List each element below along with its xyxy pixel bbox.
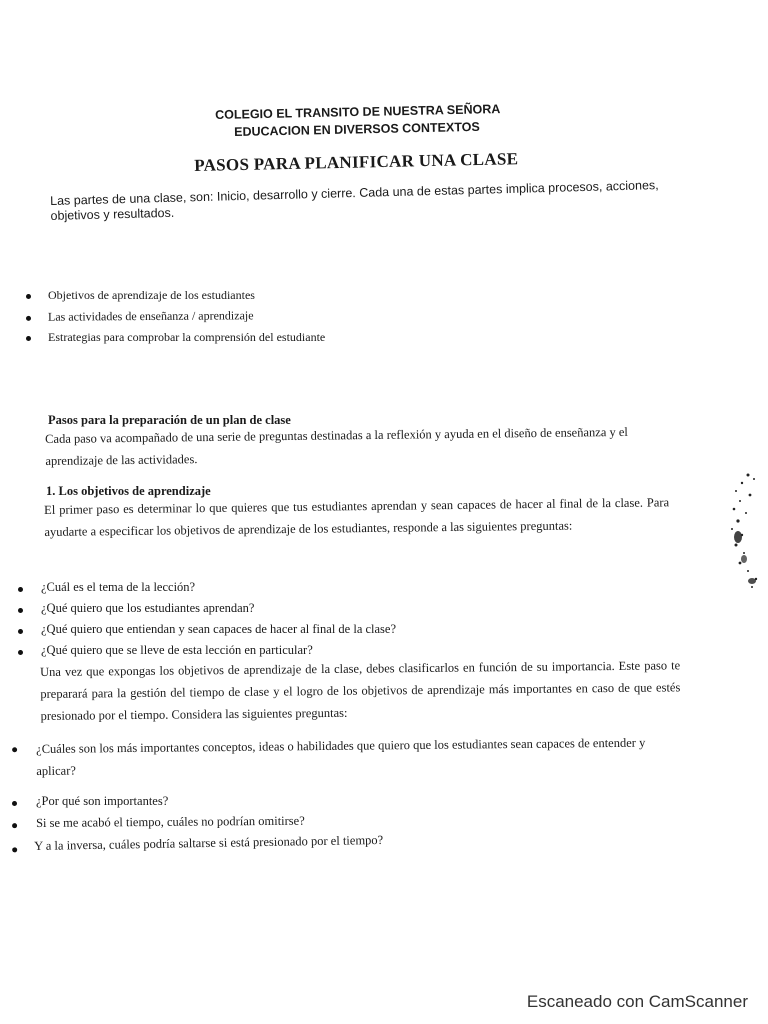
camscanner-watermark: Escaneado con CamScanner [526,992,748,1011]
bullet-icon [26,336,31,341]
list-item: Las actividades de enseñanza / aprendizaje [48,308,254,324]
step1-heading: 1. Los objetivos de aprendizaje [46,484,211,498]
bullet-icon [18,608,23,613]
list-item: Objetivos de aprendizaje de los estudiantes [48,288,255,303]
list-item: ¿Por qué son importantes? [36,794,168,809]
bullet-icon [18,629,23,634]
bullet-icon [18,587,23,592]
bullet-icon [12,847,17,852]
list-item: ¿Cuál es el tema de la lección? [41,580,195,595]
list-item: Si se me acabó el tiempo, cuáles no podrían omitirse? [36,814,305,831]
bullet-icon [12,747,17,752]
program-name: EDUCACION EN DIVERSOS CONTEXTOS [234,119,480,139]
list-item: ¿Cuáles son los más importantes conceptos, ideas o habilidades que quiero que los estudiantes sean capaces de entender y aplicar? [36,731,686,782]
bullet-icon [12,823,17,828]
list-item: ¿Qué quiero que los estudiantes aprendan? [41,601,254,616]
bullet-icon [26,316,31,321]
list-item: ¿Qué quiero que se lleve de esta lección en particular? [41,643,313,658]
list-item: Estrategias para comprobar la comprensión del estudiante [48,330,325,345]
list-item: Y a la inversa, cuáles podría saltarse si está presionado por el tiempo? [34,833,383,854]
bullet-icon [12,801,17,806]
intro-paragraph: Las partes de una clase, son: Inicio, desarrollo y cierre. Cada una de estas partes implica procesos, acciones, objetivos y resultados. [50,178,659,223]
school-name: COLEGIO EL TRANSITO DE NUESTRA SEÑORA [215,102,501,122]
bullet-icon [26,294,31,299]
bullet-icon [18,650,23,655]
list-item: ¿Qué quiero que entiendan y sean capaces de hacer al final de la clase? [41,622,396,637]
followup-text: Una vez que expongas los objetivos de aprendizaje de la clase, debes clasificarlos en función de su importancia. Este paso te preparará para la gestión del tiempo de clase y el logro de los objetivos de aprendizaje más importantes en caso de que estés presionado por el tiempo. Considera las siguientes preguntas: [40,658,681,723]
ink-smudge-decoration [722,465,768,595]
preparation-text: Cada paso va acompañado de una serie de preguntas destinadas a la reflexión y ayuda en el diseño de enseñanza y el aprendizaje de las actividades. [45,424,628,468]
step1-text: El primer paso es determinar lo que quieres que tus estudiantes aprendan y sean capaces de hacer al final de la clase. Para ayudarte a especificar los objetivos de aprendizaje de los estudiantes, responde a las siguientes preguntas: [44,495,670,539]
document-title: PASOS PARA PLANIFICAR UNA CLASE [194,149,519,175]
preparation-heading: Pasos para la preparación de un plan de clase [48,413,291,427]
